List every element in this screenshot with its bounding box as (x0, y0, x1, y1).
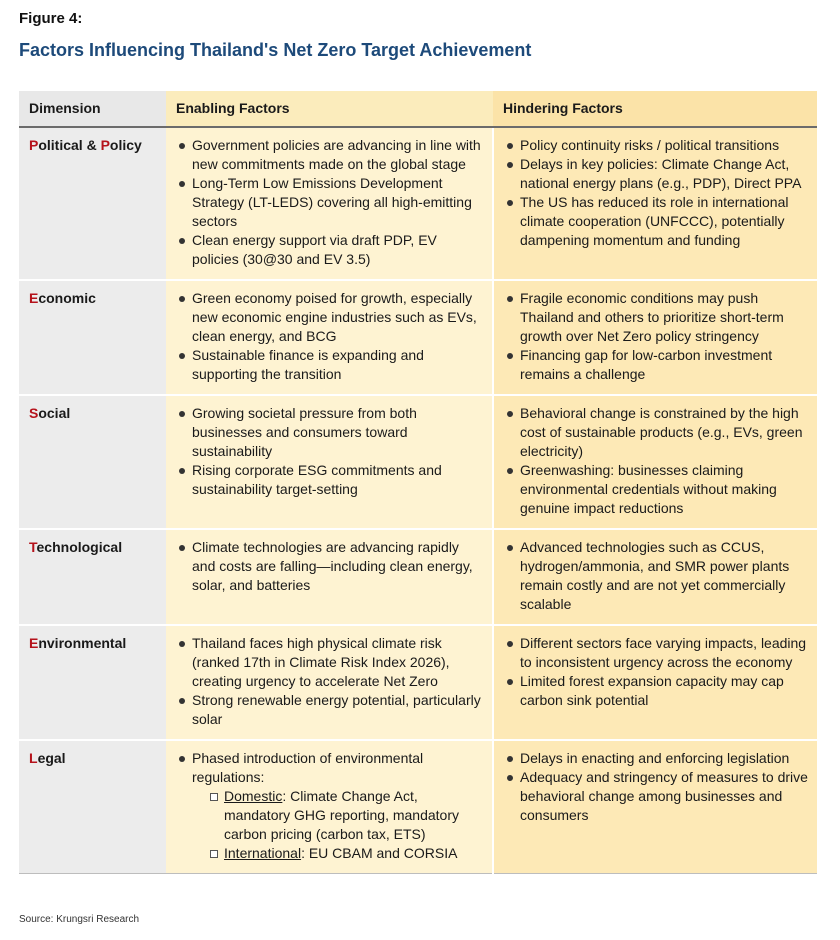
dimension-cell (19, 625, 166, 740)
factor-text: Adequacy and stringency of measures to drive behavioral change among businesses and consumers (520, 769, 808, 823)
factor-text: Sustainable finance is expanding and supporting the transition (192, 347, 424, 382)
hindering-item (504, 749, 809, 768)
hindering-item (504, 538, 809, 614)
enabling-cell (166, 625, 493, 740)
figure-title: Factors Influencing Thailand's Net Zero Target Achievement (19, 40, 532, 60)
dimension-initial: L (29, 750, 38, 766)
hindering-list (504, 634, 809, 710)
source-note: Source: Krungsri Research (19, 914, 140, 925)
sub-item (208, 787, 484, 844)
factor-text: Government policies are advancing in line with new commitments made on the global stage (192, 137, 481, 172)
enabling-list (176, 289, 484, 384)
factor-text: Growing societal pressure from both businesses and consumers toward sustainability (192, 405, 417, 459)
enabling-cell (166, 127, 493, 280)
header-hindering-factors: Hindering Factors (493, 91, 817, 127)
table-row (19, 127, 817, 280)
enabling-item (176, 174, 484, 231)
enabling-item (176, 404, 484, 461)
hindering-item (504, 193, 809, 250)
dimension-initial: E (29, 635, 39, 651)
enabling-list (176, 749, 484, 863)
factor-text: Green economy poised for growth, especially new economic engine industries such as EVs, clean energy, and BCG (192, 290, 477, 344)
factor-text: Advanced technologies such as CCUS, hydrogen/ammonia, and SMR power plants remain costly and are not yet commercially scalable (520, 539, 790, 612)
hindering-item (504, 289, 809, 346)
sub-item-label: Domestic (224, 788, 283, 804)
factor-text: The US has reduced its role in international climate cooperation (UNFCCC), potentially dampening momentum and funding (520, 194, 789, 248)
factor-text: Greenwashing: businesses claiming environmental credentials without making genuine impact reductions (520, 462, 777, 516)
table-header-row (19, 91, 817, 127)
sub-item-label: International (224, 845, 302, 861)
factor-text: Fragile economic conditions may push Thailand and others to prioritize short-term growth over Net Zero policy stringency (520, 290, 784, 344)
enabling-cell (166, 280, 493, 395)
dimension-initial: P (29, 137, 39, 153)
dimension-cell (19, 395, 166, 529)
enabling-list (176, 136, 484, 269)
hindering-list (504, 538, 809, 614)
factor-text: Thailand faces high physical climate risk (ranked 17th in Climate Risk Index 2026), creating urgency to accelerate Net Zero (192, 635, 450, 689)
table-row (19, 280, 817, 395)
dimension-cell (19, 529, 166, 625)
enabling-item (176, 538, 484, 595)
factors-table (19, 91, 817, 874)
hindering-cell (493, 740, 817, 874)
hindering-item (504, 634, 809, 672)
dimension-label-part: echnological (36, 539, 123, 555)
hindering-cell (493, 625, 817, 740)
factor-text: Different sectors face varying impacts, leading to inconsistent urgency across the economy (520, 635, 807, 670)
dimension-initial: S (29, 405, 39, 421)
sub-item-text: : Climate Change Act, mandatory GHG reporting, mandatory carbon pricing (carbon tax, ETS) (224, 788, 459, 842)
dimension-initial: E (29, 290, 39, 306)
hindering-list (504, 749, 809, 825)
table-row (19, 395, 817, 529)
factor-text: Behavioral change is constrained by the high cost of sustainable products (e.g., EVs, green electricity) (520, 405, 803, 459)
hindering-list (504, 136, 809, 250)
factor-text: Rising corporate ESG commitments and sustainability target-setting (192, 462, 442, 497)
enabling-item (176, 461, 484, 499)
enabling-cell (166, 529, 493, 625)
enabling-cell (166, 740, 493, 874)
factor-text: Long-Term Low Emissions Development Strategy (LT-LEDS) covering all high-emitting sectors (192, 175, 472, 229)
enabling-item (176, 634, 484, 691)
hindering-item (504, 155, 809, 193)
enabling-item (176, 749, 484, 863)
table-row (19, 529, 817, 625)
enabling-list (176, 538, 484, 595)
dimension-label-part: olicy (109, 137, 142, 153)
factor-text: Strong renewable energy potential, particularly solar (192, 692, 481, 727)
enabling-item (176, 346, 484, 384)
factor-text: Phased introduction of environmental regulations: (192, 750, 424, 785)
figure-label: Figure 4: (19, 10, 83, 27)
hindering-cell (493, 395, 817, 529)
table-body (19, 127, 817, 874)
factor-text: Clean energy support via draft PDP, EV policies (30@30 and EV 3.5) (192, 232, 437, 267)
hindering-cell (493, 529, 817, 625)
enabling-item (176, 136, 484, 174)
hindering-item (504, 461, 809, 518)
table-row (19, 625, 817, 740)
hindering-cell (493, 280, 817, 395)
enabling-item (176, 289, 484, 346)
dimension-label-part: ocial (38, 405, 71, 421)
hindering-item (504, 136, 809, 155)
hindering-item (504, 768, 809, 825)
enabling-item (176, 231, 484, 269)
factor-text: Climate technologies are advancing rapidly and costs are falling—including clean energy, solar, and batteries (192, 539, 473, 593)
enabling-list (176, 634, 484, 729)
dimension-label-part: olitical & (38, 137, 101, 153)
enabling-cell (166, 395, 493, 529)
hindering-item (504, 346, 809, 384)
dimension-label-part: nvironmental (38, 635, 127, 651)
enabling-list (176, 404, 484, 499)
hindering-list (504, 404, 809, 518)
dimension-initial: T (29, 539, 37, 555)
factor-text: Delays in key policies: Climate Change Act, national energy plans (e.g., PDP), Direct PPA (520, 156, 802, 191)
dimension-cell (19, 280, 166, 395)
dimension-label-part: egal (37, 750, 66, 766)
sub-item (208, 844, 484, 863)
hindering-cell (493, 127, 817, 280)
header-enabling-factors: Enabling Factors (166, 91, 493, 127)
hindering-list (504, 289, 809, 384)
table-row (19, 740, 817, 874)
enabling-item (176, 691, 484, 729)
factor-text: Policy continuity risks / political transitions (520, 137, 780, 153)
sub-item-text: : EU CBAM and CORSIA (301, 845, 458, 861)
dimension-initial: P (100, 137, 110, 153)
dimension-label-part: conomic (38, 290, 96, 306)
factor-text: Delays in enacting and enforcing legislation (520, 750, 790, 766)
dimension-cell (19, 127, 166, 280)
header-dimension: Dimension (19, 91, 166, 127)
hindering-item (504, 672, 809, 710)
dimension-cell (19, 740, 166, 874)
factor-text: Financing gap for low-carbon investment remains a challenge (520, 347, 773, 382)
hindering-item (504, 404, 809, 461)
factor-text: Limited forest expansion capacity may cap carbon sink potential (520, 673, 784, 708)
sub-list (192, 787, 484, 863)
